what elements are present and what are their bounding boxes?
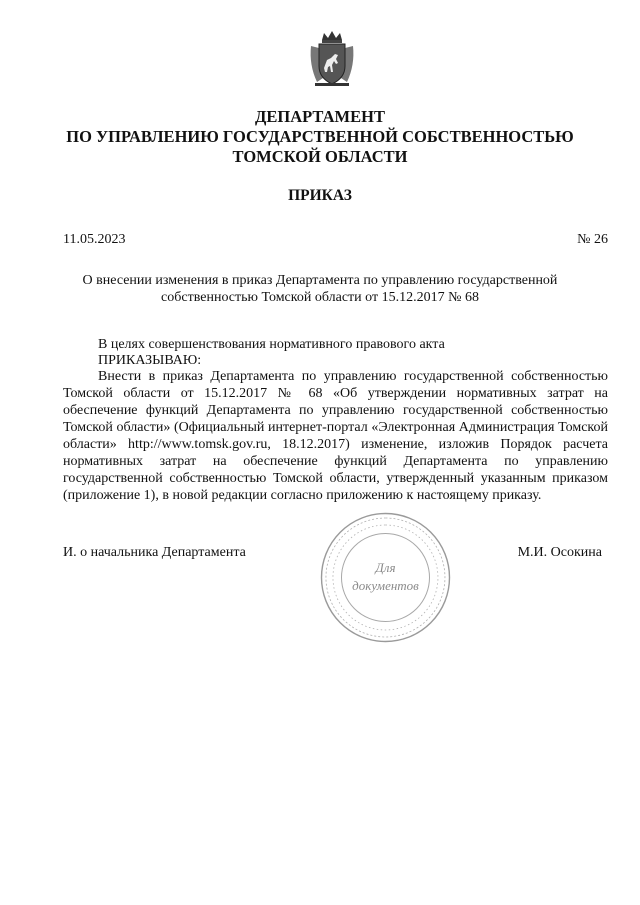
order-word: ПРИКАЗЫВАЮ:: [98, 353, 202, 368]
document-title: ПРИКАЗ: [288, 187, 352, 204]
document-body: Внести в приказ Департамента по управлению государственной собственностью Томской области от 15.12.2017 № 68 «Об утверждении нормативных затрат на обеспечение функций Департамента по управлению государственной собственностью Томской области» (Официальный интернет-портал «Электронная Администрация Томской области» http://www.tomsk.gov.ru, 18.12.2017) изменение, изложив Порядок расчета нормативных затрат на обеспечение функций Департамента по управлению государственной собственностью Томской области, утвержденный указанным приказом (приложение 1), в новой редакции согласно приложению к настоящему приказу.: [63, 369, 608, 503]
signer-name: М.И. Осокина: [517, 545, 602, 560]
stamp-seal-icon: [318, 510, 453, 645]
document-preamble: В целях совершенствования нормативного правового акта: [98, 337, 445, 352]
stamp-text-line-1: Для: [375, 560, 396, 575]
header-line-management: ПО УПРАВЛЕНИЮ ГОСУДАРСТВЕННОЙ СОБСТВЕННОСТЬЮ: [66, 127, 574, 146]
stamp-text-line-2: документов: [352, 578, 419, 593]
document-number: № 26: [577, 232, 608, 247]
tomsk-coat-of-arms-icon: [305, 30, 359, 88]
header-line-department: ДЕПАРТАМЕНТ: [255, 107, 385, 126]
header-line-region: ТОМСКОЙ ОБЛАСТИ: [232, 147, 408, 166]
document-subject: О внесении изменения в приказ Департамента по управлению государственной собственностью Томской области от 15.12.2017 № 68: [82, 273, 558, 305]
document-date: 11.05.2023: [63, 232, 126, 247]
signer-position: И. о начальника Департамента: [63, 545, 246, 560]
